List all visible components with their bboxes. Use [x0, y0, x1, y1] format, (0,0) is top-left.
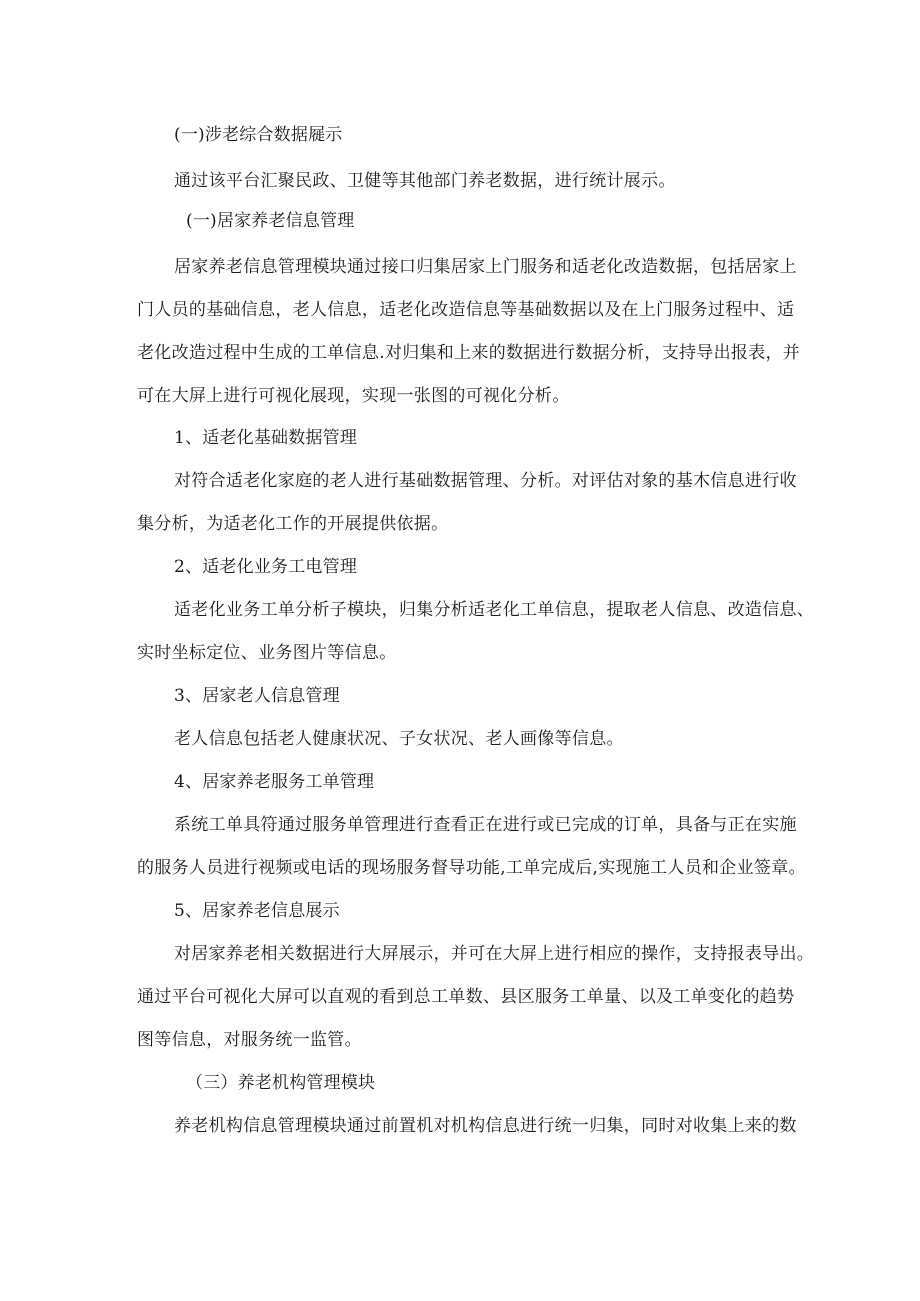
paragraph-line: 对符合适老化家庭的老人进行基础数据管理、分析。对评估对象的基木信息进行收 [174, 471, 797, 491]
paragraph-line: 图等信息，对服务统一监管。 [137, 1030, 362, 1050]
paragraph-line: 对居家养老相关数据进行大屏展示，并可在大屏上进行相应的操作，支持报表导出。 [174, 944, 815, 964]
paragraph-line: 养老机构信息管理模块通过前置机对机构信息进行统一归集，同时对收集上来的数 [174, 1116, 797, 1136]
paragraph-line: 实时坐标定位、业务图片等信息。 [137, 643, 397, 663]
paragraph-line: 集分析，为适老化工作的开展提供依据。 [137, 514, 449, 534]
paragraph-line: 居家养老信息管理模块通过接口归集居家上门服务和适老化改造数据，包括居家上 [174, 257, 797, 277]
paragraph-line: 老人信息包括老人健康状况、子女状况、老人画像等信息。 [174, 729, 624, 749]
paragraph-line: 可在大屏上进行可视化展现，实现一张图的可视化分析。 [137, 386, 570, 406]
paragraph-line: 通过平台可视化大屏可以直观的看到总工单数、县区服务工单量、以及工单变化的趋势 [137, 987, 795, 1007]
section-heading-comprehensive-data: (一)涉老综合数据屣示 [174, 125, 343, 145]
paragraph-line: 通过该平台汇聚民政、卫健等其他部门养老数据，进行统计展示。 [174, 171, 676, 191]
paragraph-line: 老化改造过程中生成的工单信息.对归集和上来的数据进行数据分析，支持导出报表，并 [137, 343, 801, 363]
subheading-aging-basic-data: 1、适老化基础数据管理 [174, 428, 358, 448]
paragraph-line: 适老化业务工单分析子模块，归集分析适老化工单信息，提取老人信息、改造信息、 [174, 600, 815, 620]
subheading-home-care-display: 5、居家养老信息展示 [174, 901, 340, 921]
subheading-service-work-order: 4、居家养老服务工单管理 [174, 772, 375, 792]
paragraph-line: 的服务人员进行视频或电话的现场服务督导功能,工单完成后,实现施工人员和企业签章。 [137, 858, 806, 878]
subheading-aging-work-order: 2、适老化业务工电管理 [174, 557, 358, 577]
section-heading-institution-module: （三）养老机构管理模块 [186, 1073, 376, 1093]
subheading-elderly-info: 3、居家老人信息管理 [174, 686, 340, 706]
section-heading-home-care-info: (一)居家养老信息管理 [186, 211, 355, 231]
paragraph-line: 系统工单具符通过服务单管理进行查看正在进行或已完成的订单，具备与正在实施 [174, 815, 797, 835]
paragraph-line: 门人员的基础信息，老人信息，适老化改造信息等基础数据以及在上门服务过程中、适 [137, 300, 795, 320]
